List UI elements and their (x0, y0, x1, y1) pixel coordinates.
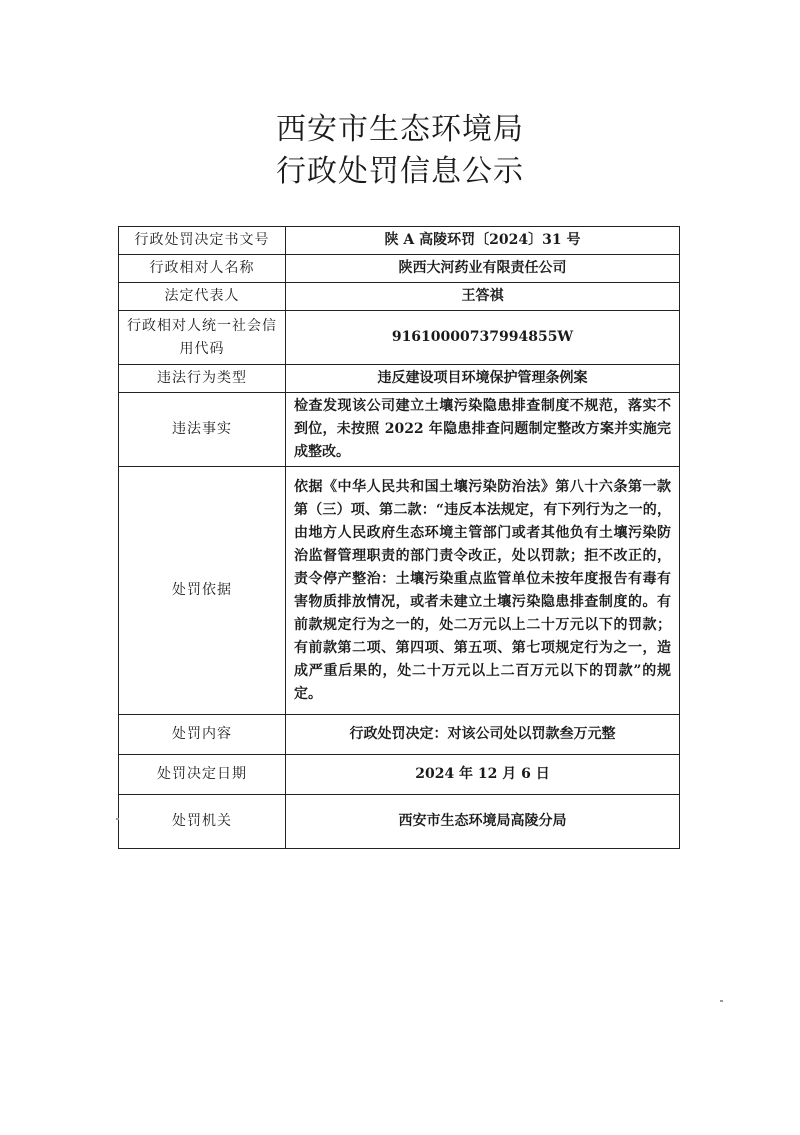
table-row (119, 715, 680, 755)
row-value-decision-date: 2024 年 12 月 6 日 (286, 755, 680, 795)
table-row (119, 311, 680, 365)
row-value-decision-number: 陕 A 高陵环罚〔2024〕31 号 (286, 227, 680, 255)
document-title-line1: 西安市生态环境局 (276, 112, 524, 147)
table-row (119, 255, 680, 283)
table-row (119, 467, 680, 715)
row-label-decision-date: 处罚决定日期 (119, 755, 286, 795)
row-value-legal-representative: 王答祺 (286, 283, 680, 311)
table-row (119, 393, 680, 467)
row-value-penalty-content: 行政处罚决定：对该公司处以罚款叁万元整 (286, 715, 680, 755)
row-label-decision-number: 行政处罚决定书文号 (119, 227, 286, 255)
row-label-penalty-basis: 处罚依据 (119, 467, 286, 715)
penalty-info-table (118, 226, 680, 849)
row-label-credit-code: 行政相对人统一社会信用代码 (119, 311, 286, 365)
row-label-penalty-content: 处罚内容 (119, 715, 286, 755)
row-value-violation-type: 违反建设项目环境保护管理条例案 (286, 365, 680, 393)
row-label-penalty-authority: 处罚机关 (119, 795, 286, 849)
row-label-legal-representative: 法定代表人 (119, 283, 286, 311)
row-label-party-name: 行政相对人名称 (119, 255, 286, 283)
row-value-penalty-authority: 西安市生态环境局高陵分局 (286, 795, 680, 849)
document-title-line2: 行政处罚信息公示 (276, 154, 524, 189)
table-row (119, 227, 680, 255)
row-label-violation-type: 违法行为类型 (119, 365, 286, 393)
table-row (119, 365, 680, 393)
table-row (119, 795, 680, 849)
row-value-credit-code: 91610000737994855W (286, 311, 680, 365)
row-value-party-name: 陕西大河药业有限责任公司 (286, 255, 680, 283)
row-value-violation-facts: 检查发现该公司建立土壤污染隐患排查制度不规范，落实不到位，未按照 2022 年隐患排查问题制定整改方案并实施完成整改。 (286, 393, 680, 467)
table-row (119, 283, 680, 311)
scan-speck (720, 1000, 723, 1002)
row-label-violation-facts: 违法事实 (119, 393, 286, 467)
table-row (119, 755, 680, 795)
row-value-penalty-basis: 依据《中华人民共和国土壤污染防治法》第八十六条第一款第（三）项、第二款：“违反本法规定，有下列行为之一的，由地方人民政府生态环境主管部门或者其他负有土壤污染防治监督管理职责的部门责令改正，处以罚款；拒不改正的，责令停产整治：土壤污染重点监管单位未按年度报告有毒有害物质排放情况，或者未建立土壤污染隐患排查制度的。有前款规定行为之一的，处二万元以上二十万元以下的罚款；有前款第二项、第四项、第五项、第七项规定行为之一，造成严重后果的，处二十万元以上二百万元以下的罚款”的规定。 (286, 467, 680, 715)
scan-speck (116, 818, 119, 820)
